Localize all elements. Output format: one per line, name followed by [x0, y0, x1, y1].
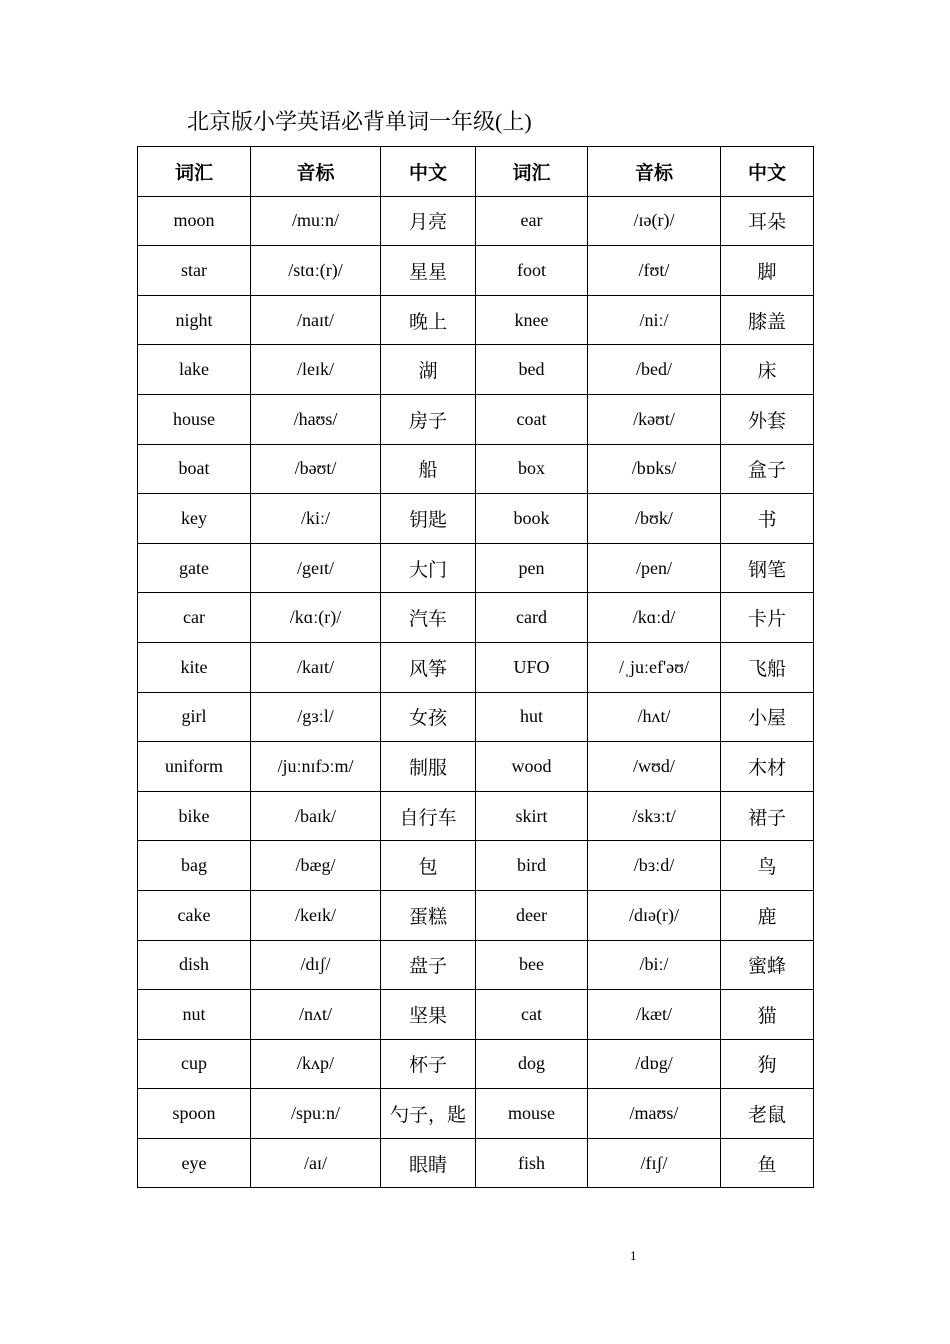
phonetic-cell: /skɜːt/ [588, 791, 721, 841]
word-cell: lake [138, 345, 251, 395]
table-row [138, 1138, 814, 1188]
phonetic-cell: /nʌt/ [251, 990, 381, 1040]
word-cell: card [476, 593, 588, 643]
word-cell: fish [476, 1138, 588, 1188]
word-cell: coat [476, 394, 588, 444]
chinese-cell: 盘子 [381, 940, 476, 990]
phonetic-cell: /fʊt/ [588, 246, 721, 296]
phonetic-cell: /stɑː(r)/ [251, 246, 381, 296]
phonetic-cell: /bɒks/ [588, 444, 721, 494]
table-row [138, 1089, 814, 1139]
table-row [138, 692, 814, 742]
table-row [138, 444, 814, 494]
phonetic-cell: /wʊd/ [588, 742, 721, 792]
chinese-cell: 大门 [381, 543, 476, 593]
page-title: 北京版小学英语必背单词一年级(上) [187, 109, 532, 134]
word-cell: cake [138, 890, 251, 940]
chinese-cell: 鸟 [721, 841, 814, 891]
phonetic-cell: /geɪt/ [251, 543, 381, 593]
phonetic-cell: /fɪʃ/ [588, 1138, 721, 1188]
phonetic-cell: /kʌp/ [251, 1039, 381, 1089]
table-row [138, 543, 814, 593]
chinese-cell: 耳朵 [721, 196, 814, 246]
phonetic-cell: /muːn/ [251, 196, 381, 246]
phonetic-cell: /naɪt/ [251, 295, 381, 345]
word-cell: pen [476, 543, 588, 593]
word-cell: bee [476, 940, 588, 990]
word-cell: cat [476, 990, 588, 1040]
chinese-cell: 外套 [721, 394, 814, 444]
phonetic-cell: /pen/ [588, 543, 721, 593]
header-word: 词汇 [138, 147, 251, 197]
chinese-cell: 猫 [721, 990, 814, 1040]
table-row [138, 990, 814, 1040]
chinese-cell: 木材 [721, 742, 814, 792]
phonetic-cell: /biː/ [588, 940, 721, 990]
table-row [138, 345, 814, 395]
table-row [138, 890, 814, 940]
table-row [138, 196, 814, 246]
chinese-cell: 房子 [381, 394, 476, 444]
word-cell: boat [138, 444, 251, 494]
word-cell: gate [138, 543, 251, 593]
word-cell: wood [476, 742, 588, 792]
page-number: 1 [630, 1248, 637, 1263]
chinese-cell: 盒子 [721, 444, 814, 494]
word-cell: house [138, 394, 251, 444]
phonetic-cell: /kɑːd/ [588, 593, 721, 643]
phonetic-cell: /leɪk/ [251, 345, 381, 395]
word-cell: star [138, 246, 251, 296]
chinese-cell: 飞船 [721, 642, 814, 692]
chinese-cell: 杯子 [381, 1039, 476, 1089]
word-cell: knee [476, 295, 588, 345]
word-cell: kite [138, 642, 251, 692]
table-row [138, 246, 814, 296]
word-cell: uniform [138, 742, 251, 792]
phonetic-cell: /dɪə(r)/ [588, 890, 721, 940]
phonetic-cell: /hʌt/ [588, 692, 721, 742]
word-cell: bag [138, 841, 251, 891]
chinese-cell: 小屋 [721, 692, 814, 742]
word-cell: moon [138, 196, 251, 246]
phonetic-cell: /keɪk/ [251, 890, 381, 940]
table-row [138, 394, 814, 444]
chinese-cell: 晚上 [381, 295, 476, 345]
chinese-cell: 风筝 [381, 642, 476, 692]
chinese-cell: 鱼 [721, 1138, 814, 1188]
word-cell: bird [476, 841, 588, 891]
phonetic-cell: /kɑː(r)/ [251, 593, 381, 643]
phonetic-cell: /dɪʃ/ [251, 940, 381, 990]
chinese-cell: 自行车 [381, 791, 476, 841]
chinese-cell: 包 [381, 841, 476, 891]
phonetic-cell: /bæg/ [251, 841, 381, 891]
chinese-cell: 钥匙 [381, 494, 476, 544]
table-row [138, 494, 814, 544]
table-body [138, 196, 814, 1188]
chinese-cell: 汽车 [381, 593, 476, 643]
phonetic-cell: /kaɪt/ [251, 642, 381, 692]
table-row [138, 791, 814, 841]
header-phonetic: 音标 [588, 147, 721, 197]
phonetic-cell: /bed/ [588, 345, 721, 395]
phonetic-cell: /bɜːd/ [588, 841, 721, 891]
word-cell: nut [138, 990, 251, 1040]
table-row [138, 940, 814, 990]
table-row [138, 642, 814, 692]
chinese-cell: 船 [381, 444, 476, 494]
chinese-cell: 狗 [721, 1039, 814, 1089]
phonetic-cell: /baɪk/ [251, 791, 381, 841]
table-row [138, 1039, 814, 1089]
word-cell: bed [476, 345, 588, 395]
chinese-cell: 眼睛 [381, 1138, 476, 1188]
phonetic-cell: /bəʊt/ [251, 444, 381, 494]
word-cell: night [138, 295, 251, 345]
chinese-cell: 卡片 [721, 593, 814, 643]
header-chinese: 中文 [721, 147, 814, 197]
chinese-cell: 女孩 [381, 692, 476, 742]
chinese-cell: 脚 [721, 246, 814, 296]
phonetic-cell: /bʊk/ [588, 494, 721, 544]
table-row [138, 593, 814, 643]
header-word: 词汇 [476, 147, 588, 197]
word-cell: book [476, 494, 588, 544]
chinese-cell: 坚果 [381, 990, 476, 1040]
table-header-row [138, 147, 814, 197]
chinese-cell: 勺子，匙 [381, 1089, 476, 1139]
chinese-cell: 星星 [381, 246, 476, 296]
chinese-cell: 湖 [381, 345, 476, 395]
word-cell: UFO [476, 642, 588, 692]
phonetic-cell: /ˌjuːef'əʊ/ [588, 642, 721, 692]
word-cell: skirt [476, 791, 588, 841]
word-cell: box [476, 444, 588, 494]
chinese-cell: 蜜蜂 [721, 940, 814, 990]
phonetic-cell: /kəʊt/ [588, 394, 721, 444]
word-cell: mouse [476, 1089, 588, 1139]
word-cell: girl [138, 692, 251, 742]
chinese-cell: 裙子 [721, 791, 814, 841]
chinese-cell: 鹿 [721, 890, 814, 940]
header-chinese: 中文 [381, 147, 476, 197]
chinese-cell: 膝盖 [721, 295, 814, 345]
word-cell: key [138, 494, 251, 544]
phonetic-cell: /aɪ/ [251, 1138, 381, 1188]
phonetic-cell: /kiː/ [251, 494, 381, 544]
header-phonetic: 音标 [251, 147, 381, 197]
table-row [138, 841, 814, 891]
word-cell: car [138, 593, 251, 643]
chinese-cell: 蛋糕 [381, 890, 476, 940]
phonetic-cell: /spuːn/ [251, 1089, 381, 1139]
phonetic-cell: /niː/ [588, 295, 721, 345]
phonetic-cell: /gɜːl/ [251, 692, 381, 742]
chinese-cell: 月亮 [381, 196, 476, 246]
word-cell: hut [476, 692, 588, 742]
word-cell: cup [138, 1039, 251, 1089]
phonetic-cell: /haʊs/ [251, 394, 381, 444]
phonetic-cell: /maʊs/ [588, 1089, 721, 1139]
word-cell: dog [476, 1039, 588, 1089]
table-row [138, 295, 814, 345]
chinese-cell: 书 [721, 494, 814, 544]
word-cell: dish [138, 940, 251, 990]
word-cell: spoon [138, 1089, 251, 1139]
phonetic-cell: /kæt/ [588, 990, 721, 1040]
chinese-cell: 制服 [381, 742, 476, 792]
table-row [138, 742, 814, 792]
phonetic-cell: /juːnɪfɔːm/ [251, 742, 381, 792]
word-cell: foot [476, 246, 588, 296]
word-cell: deer [476, 890, 588, 940]
phonetic-cell: /dɒg/ [588, 1039, 721, 1089]
vocabulary-table [137, 146, 814, 1188]
chinese-cell: 老鼠 [721, 1089, 814, 1139]
word-cell: eye [138, 1138, 251, 1188]
word-cell: ear [476, 196, 588, 246]
word-cell: bike [138, 791, 251, 841]
phonetic-cell: /ɪə(r)/ [588, 196, 721, 246]
chinese-cell: 钢笔 [721, 543, 814, 593]
chinese-cell: 床 [721, 345, 814, 395]
